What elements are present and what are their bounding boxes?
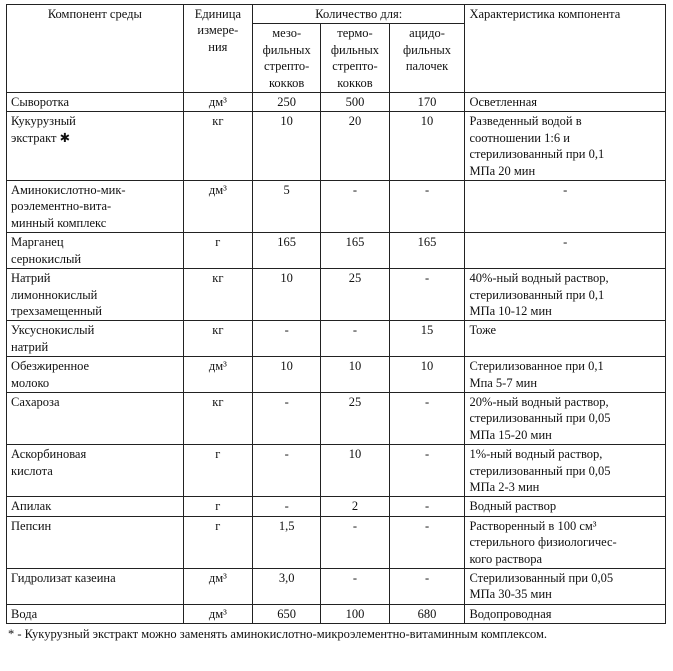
cell-characteristic	[465, 93, 666, 112]
characteristic-line: Водопроводная	[469, 606, 552, 621]
header-q2-line: стрепто-	[332, 59, 378, 74]
cell-unit: дм³	[183, 604, 252, 623]
characteristic-line: Растворенный в 100 см³	[469, 518, 597, 533]
header-unit-line: измере-	[197, 23, 239, 38]
cell-unit: кг	[183, 269, 252, 321]
table-row	[7, 604, 666, 623]
cell-qty-acidophilic: 15	[389, 321, 465, 357]
characteristic-line: Стерилизованное при 0,1	[469, 359, 604, 374]
header-q3	[389, 24, 465, 93]
component-name-line: Апилак	[11, 499, 52, 514]
cell-qty-acidophilic: -	[389, 269, 465, 321]
header-unit-line: ния	[208, 39, 228, 54]
cell-component-name	[7, 269, 184, 321]
table-row	[7, 357, 666, 393]
cell-qty-thermophilic: 500	[321, 93, 389, 112]
cell-characteristic	[465, 357, 666, 393]
characteristic-line: стерилизованный при 0,1	[469, 287, 605, 302]
header-q2-line: кокков	[337, 75, 373, 90]
cell-characteristic	[465, 112, 666, 181]
table-row	[7, 93, 666, 112]
cell-qty-acidophilic: -	[389, 497, 465, 516]
table-row	[7, 181, 666, 233]
cell-qty-thermophilic: 10	[321, 357, 389, 393]
component-name-line: Гидролизат казеина	[11, 571, 116, 585]
table-row	[7, 269, 666, 321]
cell-component-name	[7, 112, 184, 181]
cell-characteristic	[465, 181, 666, 233]
table-row	[7, 497, 666, 516]
header-q1-line: кокков	[268, 75, 305, 90]
component-name-line: молоко	[11, 375, 50, 390]
header-q1-line: фильных	[262, 42, 311, 57]
header-quantity-label: Количество для:	[315, 7, 403, 21]
cell-unit: дм³	[183, 357, 252, 393]
characteristic-line: стерилизованный при 0,05	[469, 463, 611, 478]
component-name-line: Марганец	[11, 235, 64, 250]
cell-unit: кг	[183, 392, 252, 444]
component-name-line: роэлементно-вита-	[11, 199, 112, 214]
component-name-line: Аскорбиновая	[11, 447, 87, 462]
cell-qty-acidophilic: 165	[389, 233, 465, 269]
header-characteristic	[465, 5, 666, 93]
cell-characteristic	[465, 392, 666, 444]
table-row	[7, 392, 666, 444]
cell-qty-mesophilic: 10	[253, 269, 321, 321]
header-row	[7, 5, 666, 24]
cell-component-name	[7, 445, 184, 497]
component-name-line: Сыворотка	[11, 95, 70, 110]
component-name-line: Вода	[11, 606, 38, 621]
characteristic-line: Тоже	[469, 323, 497, 338]
cell-component-name	[7, 321, 184, 357]
cell-component-name	[7, 233, 184, 269]
component-name-line: Натрий	[11, 271, 51, 286]
characteristic-line: стерилизованный при 0,05	[469, 411, 611, 426]
characteristic-line: Осветленная	[469, 95, 538, 110]
characteristic-line: МПа 20 мин	[469, 163, 536, 178]
table-row	[7, 321, 666, 357]
header-unit	[183, 5, 252, 93]
cell-unit: кг	[183, 321, 252, 357]
cell-qty-thermophilic: 10	[321, 445, 389, 497]
cell-characteristic	[465, 569, 666, 605]
characteristic-line: Мпа 5-7 мин	[469, 375, 538, 390]
cell-qty-mesophilic: 5	[253, 181, 321, 233]
table-body	[7, 93, 666, 624]
characteristic-line: соотношении 1:6 и	[469, 130, 570, 145]
cell-qty-mesophilic: -	[253, 321, 321, 357]
component-name-line: кислота	[11, 463, 53, 478]
characteristic-line: кого раствора	[469, 551, 543, 566]
characteristic-line: МПа 30-35 мин	[469, 587, 552, 602]
cell-qty-acidophilic: 10	[389, 357, 465, 393]
cell-unit: дм³	[183, 569, 252, 605]
characteristic-line: МПа 2-3 мин	[469, 479, 540, 494]
cell-qty-mesophilic: 650	[253, 604, 321, 623]
characteristic-line: стерильного физиологичес-	[469, 535, 617, 550]
header-q3-line: палочек	[405, 59, 449, 74]
header-unit-line: Единица	[194, 7, 241, 21]
cell-qty-mesophilic: 1,5	[253, 516, 321, 568]
component-name-line: сернокислый	[11, 251, 82, 266]
cell-qty-thermophilic: 100	[321, 604, 389, 623]
cell-qty-mesophilic: -	[253, 445, 321, 497]
cell-unit: г	[183, 445, 252, 497]
characteristic-line: 20%-ный водный раствор,	[469, 394, 609, 409]
cell-qty-thermophilic: 25	[321, 269, 389, 321]
characteristic-line: 1%-ный водный раствор,	[469, 447, 603, 462]
component-name-line: лимоннокислый	[11, 287, 98, 302]
table-row	[7, 569, 666, 605]
component-name-line: Сахароза	[11, 394, 60, 409]
component-name-line: трехзамещенный	[11, 303, 102, 318]
cell-unit: дм³	[183, 181, 252, 233]
cell-qty-mesophilic: 3,0	[253, 569, 321, 605]
cell-component-name	[7, 181, 184, 233]
characteristic-line: МПа 15-20 мин	[469, 427, 552, 442]
cell-qty-mesophilic: 165	[253, 233, 321, 269]
nutrient-media-table	[6, 4, 666, 624]
header-component	[7, 5, 184, 93]
characteristic-line: -	[563, 235, 568, 250]
cell-qty-acidophilic: -	[389, 181, 465, 233]
header-quantity-for	[253, 5, 465, 24]
header-q2-line: термо-	[337, 26, 373, 41]
cell-qty-thermophilic: 25	[321, 392, 389, 444]
header-characteristic-label: Характеристика компонента	[469, 7, 621, 21]
cell-characteristic	[465, 604, 666, 623]
cell-characteristic	[465, 233, 666, 269]
cell-qty-thermophilic: -	[321, 181, 389, 233]
characteristic-line: стерилизованный при 0,1	[469, 147, 605, 162]
header-q1-line: стрепто-	[263, 59, 310, 74]
table-row	[7, 445, 666, 497]
cell-unit: дм³	[183, 93, 252, 112]
cell-unit: кг	[183, 112, 252, 181]
component-name-line: натрий	[11, 339, 49, 354]
cell-qty-acidophilic: -	[389, 516, 465, 568]
cell-qty-acidophilic: 170	[389, 93, 465, 112]
table-row	[7, 112, 666, 181]
characteristic-line: МПа 10-12 мин	[469, 303, 552, 318]
header-q3-line: фильных	[402, 42, 452, 57]
cell-component-name	[7, 604, 184, 623]
cell-qty-thermophilic: 20	[321, 112, 389, 181]
header-q1-line: мезо-	[272, 26, 302, 41]
cell-characteristic	[465, 516, 666, 568]
cell-qty-acidophilic: -	[389, 445, 465, 497]
header-q2	[321, 24, 389, 93]
cell-qty-thermophilic: -	[321, 516, 389, 568]
cell-qty-thermophilic: 2	[321, 497, 389, 516]
cell-characteristic	[465, 497, 666, 516]
cell-component-name	[7, 93, 184, 112]
cell-qty-thermophilic: -	[321, 569, 389, 605]
characteristic-line: 40%-ный водный раствор,	[469, 271, 609, 286]
cell-qty-mesophilic: -	[253, 497, 321, 516]
header-component-label: Компонент среды	[47, 7, 142, 21]
characteristic-line: Водный раствор	[469, 499, 557, 514]
header-q3-line: ацидо-	[409, 26, 445, 41]
cell-component-name	[7, 497, 184, 516]
table-row	[7, 233, 666, 269]
cell-qty-thermophilic: -	[321, 321, 389, 357]
characteristic-line: Разведенный водой в	[469, 114, 582, 129]
cell-unit: г	[183, 516, 252, 568]
cell-unit: г	[183, 233, 252, 269]
cell-unit: г	[183, 497, 252, 516]
cell-characteristic	[465, 269, 666, 321]
cell-characteristic	[465, 321, 666, 357]
cell-qty-mesophilic: 250	[253, 93, 321, 112]
cell-qty-acidophilic: 10	[389, 112, 465, 181]
cell-qty-acidophilic: -	[389, 569, 465, 605]
cell-characteristic	[465, 445, 666, 497]
characteristic-line: Стерилизованный при 0,05	[469, 571, 614, 585]
footnote: * - Кукурузный экстракт можно заменять аминокислотно-микроэлементно-витаминным комплексом.	[8, 627, 548, 641]
cell-component-name	[7, 569, 184, 605]
table-row	[7, 516, 666, 568]
cell-component-name	[7, 516, 184, 568]
component-name-line: Кукурузный	[11, 114, 76, 129]
cell-qty-mesophilic: 10	[253, 357, 321, 393]
header-q2-line: фильных	[330, 42, 379, 57]
component-name-line: Аминокислотно-мик-	[11, 183, 126, 198]
component-name-line: минный комплекс	[11, 215, 107, 230]
cell-qty-mesophilic: 10	[253, 112, 321, 181]
component-name-line: Обезжиренное	[11, 359, 90, 374]
cell-qty-thermophilic: 165	[321, 233, 389, 269]
cell-qty-acidophilic: -	[389, 392, 465, 444]
characteristic-line: -	[563, 183, 568, 198]
cell-component-name	[7, 357, 184, 393]
cell-qty-mesophilic: -	[253, 392, 321, 444]
component-name-line: Уксуснокислый	[11, 323, 95, 338]
cell-qty-acidophilic: 680	[389, 604, 465, 623]
header-q1	[253, 24, 321, 93]
component-name-line: Пепсин	[11, 518, 52, 533]
component-name-line: экстракт ✱	[11, 130, 71, 145]
cell-component-name	[7, 392, 184, 444]
